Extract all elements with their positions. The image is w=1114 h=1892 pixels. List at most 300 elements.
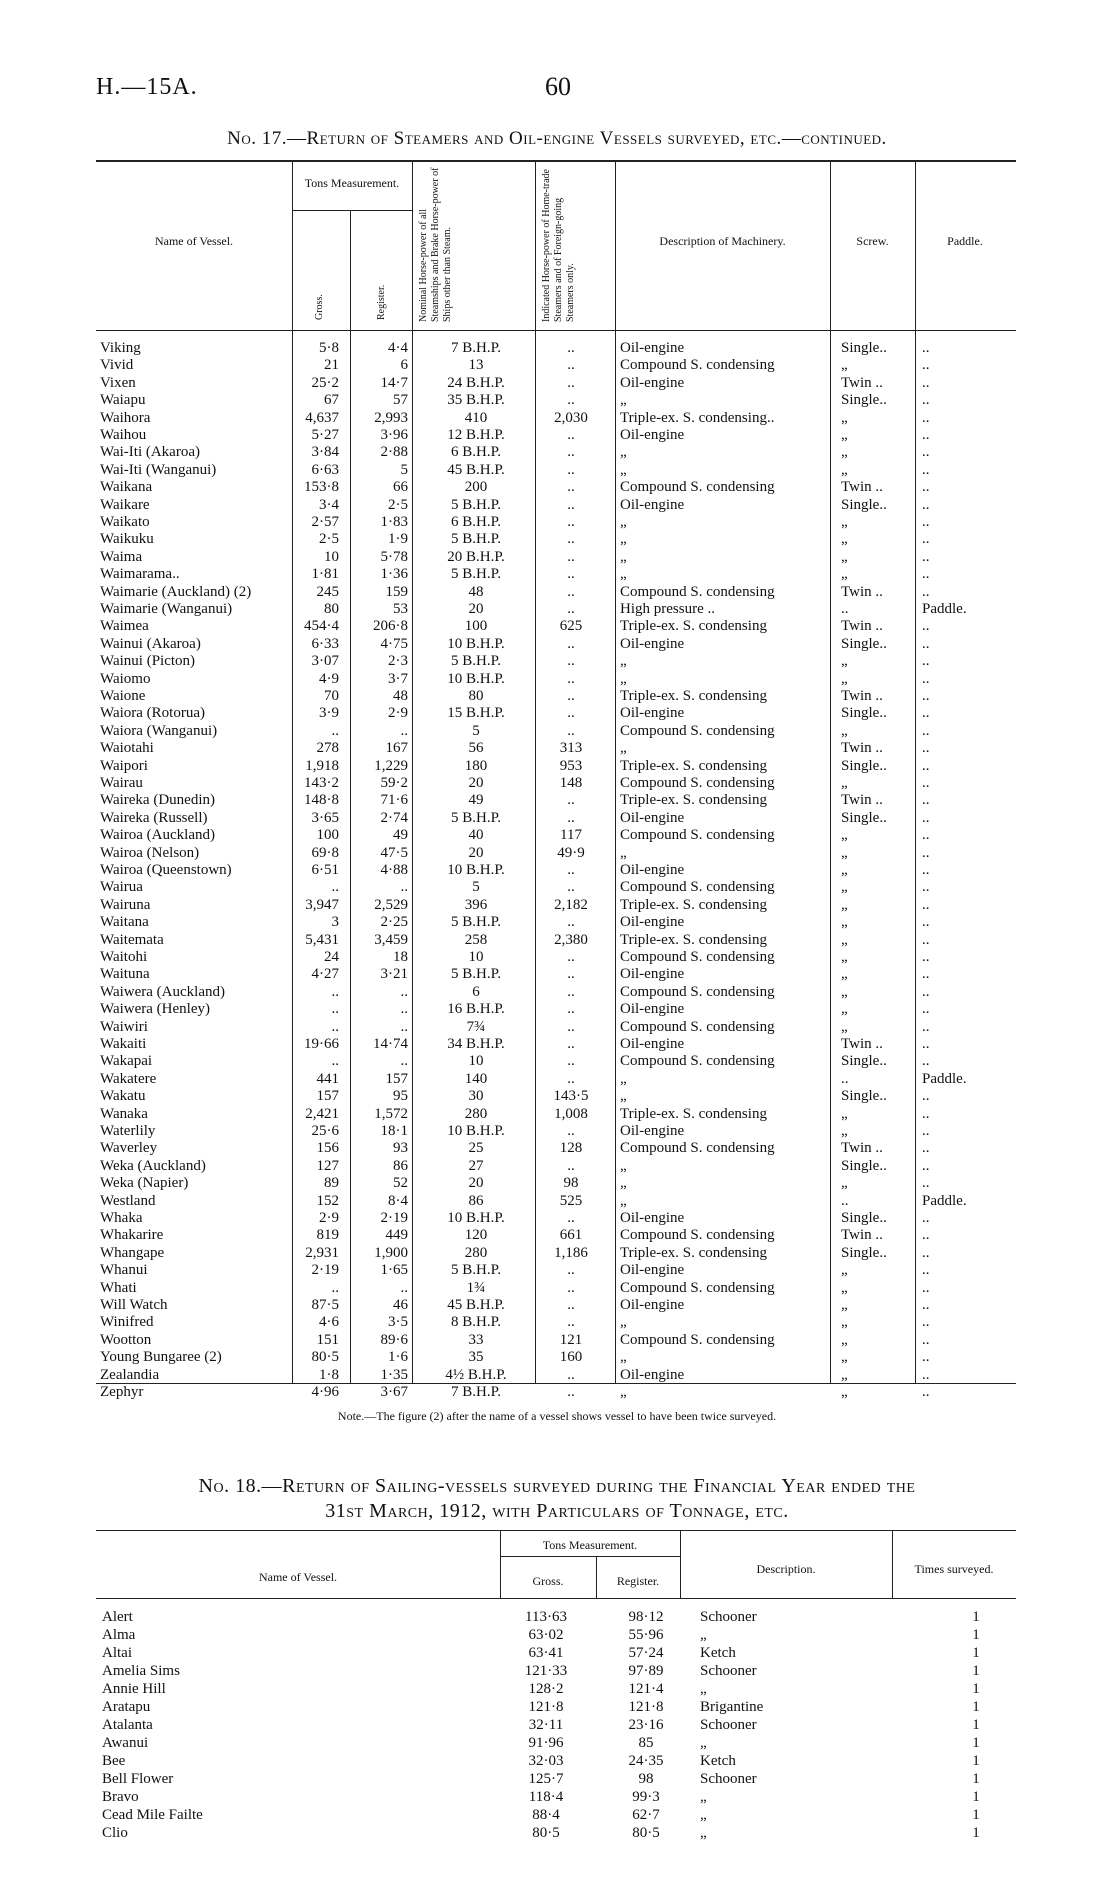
screw-type: Twin ..: [841, 1140, 883, 1157]
screw-type: Single..: [841, 809, 887, 826]
machinery-description: Triple-ex. S. condensing: [620, 931, 767, 948]
register-tons: 57·24: [628, 1645, 664, 1661]
register-tons: 2,993: [374, 409, 408, 426]
table-row: [96, 1018, 1036, 1036]
table-row: [96, 722, 1036, 740]
gross-tons: 80: [324, 601, 339, 617]
vessel-name: Whakarire: [100, 1227, 164, 1244]
indicated-horse-power: ..: [567, 653, 575, 670]
vessel-description: „: [700, 1825, 707, 1841]
indicated-horse-power: ..: [567, 670, 575, 687]
register-tons: 2,529: [374, 896, 408, 913]
paddle-type: ..: [922, 1053, 930, 1070]
paddle-type: ..: [922, 740, 930, 757]
vessel-name: Waitohi: [100, 949, 148, 965]
paddle-type: ..: [922, 1331, 930, 1348]
vessel-name: Weka (Napier): [100, 1175, 189, 1192]
register-tons: 66: [393, 479, 408, 496]
register-tons: 206·8: [373, 618, 408, 635]
nominal-horse-power: 10 B.H.P.: [447, 635, 505, 652]
screw-type: „: [841, 1331, 848, 1348]
paddle-type: ..: [922, 966, 930, 983]
table-row: [96, 1105, 1036, 1123]
machinery-description: „: [620, 653, 627, 670]
vessel-description: Brigantine: [700, 1699, 764, 1715]
indicated-horse-power: 953: [559, 757, 583, 774]
gross-tons: 2·57: [311, 514, 339, 530]
machinery-description: Oil-engine: [620, 340, 685, 356]
times-surveyed: 1: [972, 1753, 980, 1769]
table-row: [96, 896, 1036, 914]
nominal-horse-power: 20: [468, 844, 484, 861]
machinery-description: „: [620, 566, 627, 583]
machinery-description: Oil-engine: [620, 1210, 685, 1226]
screw-type: „: [841, 531, 848, 548]
paddle-type: ..: [922, 635, 930, 652]
nominal-horse-power: 7 B.H.P.: [450, 340, 502, 356]
screw-type: „: [841, 827, 848, 844]
vessel-description: Ketch: [700, 1645, 736, 1661]
register-tons: 55·96: [628, 1627, 664, 1643]
indicated-horse-power: ..: [567, 1314, 575, 1331]
vessel-name: Wairoa (Nelson): [100, 844, 200, 861]
table-row: [96, 1626, 1026, 1644]
gross-tons: 819: [316, 1227, 339, 1244]
indicated-horse-power: ..: [567, 1123, 575, 1139]
t18-header-tons-measurement: Tons Measurement.: [542, 1538, 638, 1552]
indicated-horse-power: ..: [567, 1279, 575, 1296]
register-tons: 3·7: [388, 670, 408, 687]
table-row: [96, 426, 1036, 444]
machinery-description: Oil-engine: [620, 1123, 685, 1139]
table-row: [96, 478, 1036, 496]
machinery-description: „: [620, 514, 627, 530]
paddle-type: Paddle.: [922, 1070, 967, 1087]
machinery-description: „: [620, 1157, 627, 1174]
machinery-description: „: [620, 1192, 627, 1209]
register-tons: ..: [400, 722, 408, 739]
nominal-horse-power: 5: [472, 722, 480, 739]
table-row: [96, 530, 1036, 548]
register-tons: 1·83: [380, 514, 408, 530]
times-surveyed: 1: [972, 1681, 980, 1697]
indicated-horse-power: ..: [567, 548, 575, 565]
vessel-name: Waikato: [100, 514, 150, 530]
machinery-description: Oil-engine: [620, 1366, 685, 1383]
nominal-horse-power: 10: [468, 1053, 484, 1070]
screw-type: Single..: [841, 705, 887, 722]
nominal-horse-power: 5 B.H.P.: [450, 914, 502, 931]
table-row: [96, 1383, 1036, 1401]
register-tons: 1,229: [374, 757, 408, 774]
table-row: [96, 513, 1036, 531]
paddle-type: ..: [922, 409, 930, 426]
register-tons: 86: [393, 1157, 408, 1174]
machinery-description: „: [620, 1384, 627, 1400]
vessel-description: Schooner: [700, 1771, 757, 1787]
vessel-name: Whanui: [100, 1262, 148, 1279]
screw-type: „: [841, 357, 848, 374]
machinery-description: Compound S. condensing: [620, 1279, 775, 1296]
table-row: [96, 1174, 1036, 1192]
screw-type: „: [841, 1366, 848, 1383]
vessel-name: Waiotahi: [100, 740, 154, 757]
screw-type: Single..: [841, 1244, 887, 1261]
gross-tons: 121·8: [528, 1699, 564, 1715]
machinery-description: Triple-ex. S. condensing..: [620, 409, 775, 426]
machinery-description: Compound S. condensing: [620, 827, 775, 844]
vessel-name: Waihou: [100, 427, 147, 443]
indicated-horse-power: ..: [567, 1053, 575, 1070]
register-tons: 59·2: [380, 775, 408, 791]
paddle-type: ..: [922, 392, 930, 409]
register-tons: 48: [393, 688, 408, 704]
paddle-type: ..: [922, 1279, 930, 1296]
nominal-horse-power: 258: [464, 931, 488, 948]
register-tons: ..: [400, 1001, 408, 1018]
indicated-horse-power: 1,008: [554, 1105, 588, 1122]
times-surveyed: 1: [972, 1663, 980, 1679]
nominal-horse-power: 25: [468, 1140, 484, 1157]
screw-type: Twin ..: [841, 583, 883, 600]
vessel-description: Ketch: [700, 1753, 736, 1769]
t18-header-name-of-vessel: Name of Vessel.: [258, 1570, 338, 1584]
gross-tons: 1·8: [319, 1366, 339, 1383]
table-row: [96, 670, 1036, 688]
indicated-horse-power: ..: [567, 949, 575, 965]
nominal-horse-power: 45 B.H.P.: [447, 1297, 505, 1313]
indicated-horse-power: 525: [559, 1192, 583, 1209]
gross-tons: 67: [324, 392, 339, 409]
nominal-horse-power: 15 B.H.P.: [447, 705, 505, 722]
machinery-description: „: [620, 670, 627, 687]
machinery-description: Oil-engine: [620, 1262, 685, 1279]
header-register: Register.: [376, 284, 387, 320]
gross-tons: 2·19: [311, 1262, 339, 1279]
screw-type: Single..: [841, 1210, 887, 1226]
screw-type: „: [841, 1384, 848, 1400]
table-row: [96, 1313, 1036, 1331]
screw-type: „: [841, 914, 848, 931]
machinery-description: Triple-ex. S. condensing: [620, 1244, 767, 1261]
vessel-name: Wakatere: [100, 1070, 157, 1087]
table-row: [96, 965, 1036, 983]
vessel-name: Westland: [100, 1192, 156, 1209]
machinery-description: „: [620, 531, 627, 548]
vessel-name: Weka (Auckland): [100, 1157, 206, 1174]
table-row: [96, 565, 1036, 583]
paddle-type: ..: [922, 983, 930, 1000]
table-row: [96, 339, 1036, 357]
indicated-horse-power: ..: [567, 374, 575, 391]
table-row: [96, 496, 1036, 514]
indicated-horse-power: ..: [567, 879, 575, 896]
vessel-name: Altai: [102, 1645, 132, 1661]
times-surveyed: 1: [972, 1735, 980, 1751]
vessel-name: Whaka: [100, 1210, 143, 1226]
gross-tons: 5·8: [319, 340, 339, 356]
machinery-description: Compound S. condensing: [620, 1331, 775, 1348]
register-tons: 4·75: [380, 635, 408, 652]
indicated-horse-power: ..: [567, 531, 575, 548]
document-reference: H.—15A.: [96, 74, 198, 100]
table-row: [96, 1698, 1026, 1716]
screw-type: „: [841, 1279, 848, 1296]
paddle-type: ..: [922, 1366, 930, 1383]
table-row: [96, 1244, 1036, 1262]
paddle-type: ..: [922, 1036, 930, 1052]
register-tons: 97·89: [628, 1663, 664, 1679]
vessel-name: Waiwera (Henley): [100, 1001, 210, 1018]
nominal-horse-power: 1¾: [466, 1279, 486, 1296]
machinery-description: Oil-engine: [620, 427, 685, 443]
screw-type: „: [841, 896, 848, 913]
vessel-name: Wainui (Akaroa): [100, 635, 201, 652]
indicated-horse-power: ..: [567, 966, 575, 983]
paddle-type: ..: [922, 1210, 930, 1226]
vessel-name: Waiora (Rotorua): [100, 705, 205, 722]
table-row: [96, 757, 1036, 775]
screw-type: Single..: [841, 340, 887, 356]
machinery-description: Triple-ex. S. condensing: [620, 688, 767, 704]
indicated-horse-power: ..: [567, 444, 575, 461]
screw-type: „: [841, 879, 848, 896]
gross-tons: 454·4: [304, 618, 339, 635]
gross-tons: 151: [316, 1331, 339, 1348]
header-description-of-machinery: Description of Machinery.: [659, 234, 786, 248]
table-row: [96, 1122, 1036, 1140]
paddle-type: ..: [922, 688, 930, 704]
indicated-horse-power: ..: [567, 1297, 575, 1313]
vessel-name: Waireka (Dunedin): [100, 792, 215, 809]
table-row: [96, 1680, 1026, 1698]
indicated-horse-power: ..: [567, 496, 575, 513]
machinery-description: Oil-engine: [620, 1001, 685, 1018]
register-tons: 1·36: [380, 566, 408, 583]
machinery-description: Oil-engine: [620, 862, 685, 878]
register-tons: 98: [638, 1771, 654, 1787]
gross-tons: 2,931: [305, 1244, 339, 1261]
gross-tons: 21: [324, 357, 339, 374]
paddle-type: ..: [922, 757, 930, 774]
paddle-type: ..: [922, 1314, 930, 1331]
register-tons: 95: [393, 1088, 408, 1105]
vessel-name: Alma: [102, 1627, 136, 1643]
table-row: [96, 617, 1036, 635]
table-row: [96, 1279, 1036, 1297]
nominal-horse-power: 4½ B.H.P.: [445, 1366, 507, 1383]
vessel-name: Bee: [102, 1753, 126, 1769]
screw-type: Single..: [841, 1088, 887, 1105]
register-tons: 5: [400, 461, 408, 478]
screw-type: „: [841, 514, 848, 530]
table-row: [96, 1261, 1036, 1279]
register-tons: 2·74: [380, 809, 408, 826]
screw-type: „: [841, 1018, 848, 1035]
table18-caption-line1: No. 18.—Return of Sailing-vessels surveyed during the Financial Year ended the: [198, 1475, 916, 1497]
nominal-horse-power: 45 B.H.P.: [447, 461, 505, 478]
gross-tons: 6·51: [311, 862, 339, 878]
screw-type: Single..: [841, 496, 887, 513]
vessel-name: Wootton: [100, 1331, 152, 1348]
screw-type: Single..: [841, 1053, 887, 1070]
paddle-type: ..: [922, 548, 930, 565]
register-tons: 2·19: [380, 1210, 408, 1226]
register-tons: 2·25: [380, 914, 408, 931]
vessel-name: Alert: [102, 1609, 133, 1625]
table-row: [96, 861, 1036, 879]
indicated-horse-power: 143·5: [553, 1088, 589, 1105]
paddle-type: ..: [922, 862, 930, 878]
nominal-horse-power: 20: [468, 601, 484, 617]
machinery-description: Compound S. condensing: [620, 583, 775, 600]
screw-type: Twin ..: [841, 688, 883, 704]
gross-tons: 156: [316, 1140, 339, 1157]
paddle-type: ..: [922, 583, 930, 600]
t18-header-gross: Gross.: [532, 1574, 564, 1588]
indicated-horse-power: ..: [567, 1262, 575, 1279]
vessel-description: „: [700, 1807, 707, 1823]
table-row: [96, 1824, 1026, 1842]
table-row: [96, 443, 1036, 461]
table-row: [96, 652, 1036, 670]
vessel-name: Wai-Iti (Akaroa): [100, 444, 200, 461]
gross-tons: ..: [331, 1018, 339, 1035]
indicated-horse-power: ..: [567, 914, 575, 931]
nominal-horse-power: 30: [468, 1088, 484, 1105]
screw-type: Single..: [841, 392, 887, 409]
screw-type: „: [841, 444, 848, 461]
table-row: [96, 409, 1036, 427]
gross-tons: 6·63: [311, 461, 339, 478]
vessel-name: Cead Mile Failte: [102, 1807, 203, 1823]
header-paddle: Paddle.: [947, 234, 983, 248]
register-tons: 80·5: [632, 1825, 660, 1841]
table-row: [96, 1192, 1036, 1210]
nominal-horse-power: 8 B.H.P.: [450, 1314, 502, 1331]
machinery-description: „: [620, 1175, 627, 1192]
indicated-horse-power: ..: [567, 1001, 575, 1018]
screw-type: Twin ..: [841, 618, 883, 635]
machinery-description: Oil-engine: [620, 496, 685, 513]
machinery-description: Compound S. condensing: [620, 949, 775, 965]
indicated-horse-power: ..: [567, 392, 575, 409]
times-surveyed: 1: [972, 1807, 980, 1823]
gross-tons: 100: [316, 827, 339, 844]
paddle-type: ..: [922, 1157, 930, 1174]
times-surveyed: 1: [972, 1789, 980, 1805]
register-tons: ..: [400, 1018, 408, 1035]
vessel-name: Waiomo: [100, 670, 151, 687]
nominal-horse-power: 48: [468, 583, 484, 600]
table-row: [96, 791, 1036, 809]
vessel-name: Waipori: [100, 757, 148, 774]
gross-tons: 3·84: [311, 444, 339, 461]
gross-tons: 63·41: [528, 1645, 564, 1661]
indicated-horse-power: ..: [567, 340, 575, 356]
paddle-type: ..: [922, 479, 930, 496]
gross-tons: 143·2: [304, 775, 339, 791]
paddle-type: ..: [922, 427, 930, 443]
table-row: [96, 548, 1036, 566]
vessel-name: Young Bungaree (2): [100, 1349, 222, 1366]
gross-tons: ..: [331, 1001, 339, 1018]
paddle-type: ..: [922, 914, 930, 931]
nominal-horse-power: 5: [472, 879, 480, 896]
vessel-description: Schooner: [700, 1609, 757, 1625]
register-tons: 3·21: [380, 966, 408, 983]
gross-tons: 24: [324, 949, 339, 965]
indicated-horse-power: ..: [567, 1018, 575, 1035]
gross-tons: 127: [316, 1157, 339, 1174]
screw-type: „: [841, 1001, 848, 1018]
table-row: [96, 1000, 1036, 1018]
indicated-horse-power: ..: [567, 862, 575, 878]
vessel-name: Waiora (Wanganui): [100, 722, 218, 739]
nominal-horse-power: 280: [464, 1105, 488, 1122]
nominal-horse-power: 34 B.H.P.: [447, 1036, 505, 1052]
indicated-horse-power: ..: [567, 809, 575, 826]
register-tons: 1·65: [380, 1262, 408, 1279]
table-row: [96, 635, 1036, 653]
indicated-horse-power: 160: [559, 1349, 583, 1366]
nominal-horse-power: 12 B.H.P.: [447, 427, 505, 443]
table-row: [96, 1806, 1026, 1824]
indicated-horse-power: 661: [559, 1227, 583, 1244]
indicated-horse-power: ..: [567, 722, 575, 739]
register-tons: 18·1: [380, 1123, 408, 1139]
screw-type: „: [841, 670, 848, 687]
register-tons: 157: [385, 1070, 408, 1087]
register-tons: 6: [400, 357, 408, 374]
indicated-horse-power: ..: [567, 1157, 575, 1174]
vessel-name: Waituna: [100, 966, 150, 983]
vessel-name: Waikana: [100, 479, 153, 496]
vessel-name: Vixen: [100, 374, 136, 391]
screw-type: „: [841, 966, 848, 983]
screw-type: „: [841, 1123, 848, 1139]
machinery-description: Oil-engine: [620, 1036, 685, 1052]
screw-type: „: [841, 1297, 848, 1313]
vessel-name: Wakapai: [100, 1053, 153, 1070]
table-row: [96, 983, 1036, 1001]
paddle-type: ..: [922, 1384, 930, 1400]
header-name-of-vessel: Name of Vessel.: [154, 234, 234, 248]
table18-caption-line2: 31st March, 1912, with Particulars of Tonnage, etc.: [325, 1500, 789, 1522]
gross-tons: 441: [316, 1070, 339, 1087]
machinery-description: Compound S. condensing: [620, 983, 775, 1000]
register-tons: 57: [393, 392, 408, 409]
paddle-type: Paddle.: [922, 601, 967, 617]
screw-type: „: [841, 1314, 848, 1331]
indicated-horse-power: 98: [563, 1175, 579, 1192]
indicated-horse-power: ..: [567, 1070, 575, 1087]
t18-header-times-surveyed: Times surveyed.: [914, 1562, 994, 1576]
vessel-name: Waterlily: [100, 1123, 156, 1139]
machinery-description: Compound S. condensing: [620, 1053, 775, 1070]
t18-header-register: Register.: [616, 1574, 660, 1588]
table-row: [96, 391, 1036, 409]
gross-tons: 2,421: [305, 1105, 339, 1122]
nominal-horse-power: 35 B.H.P.: [447, 392, 505, 409]
register-tons: 24·35: [628, 1753, 664, 1769]
register-tons: 62·7: [632, 1807, 660, 1823]
vessel-name: Waimarama..: [100, 566, 180, 583]
vessel-name: Will Watch: [100, 1297, 168, 1313]
nominal-horse-power: 120: [464, 1227, 488, 1244]
table-row: [96, 356, 1036, 374]
indicated-horse-power: 2,182: [554, 896, 588, 913]
